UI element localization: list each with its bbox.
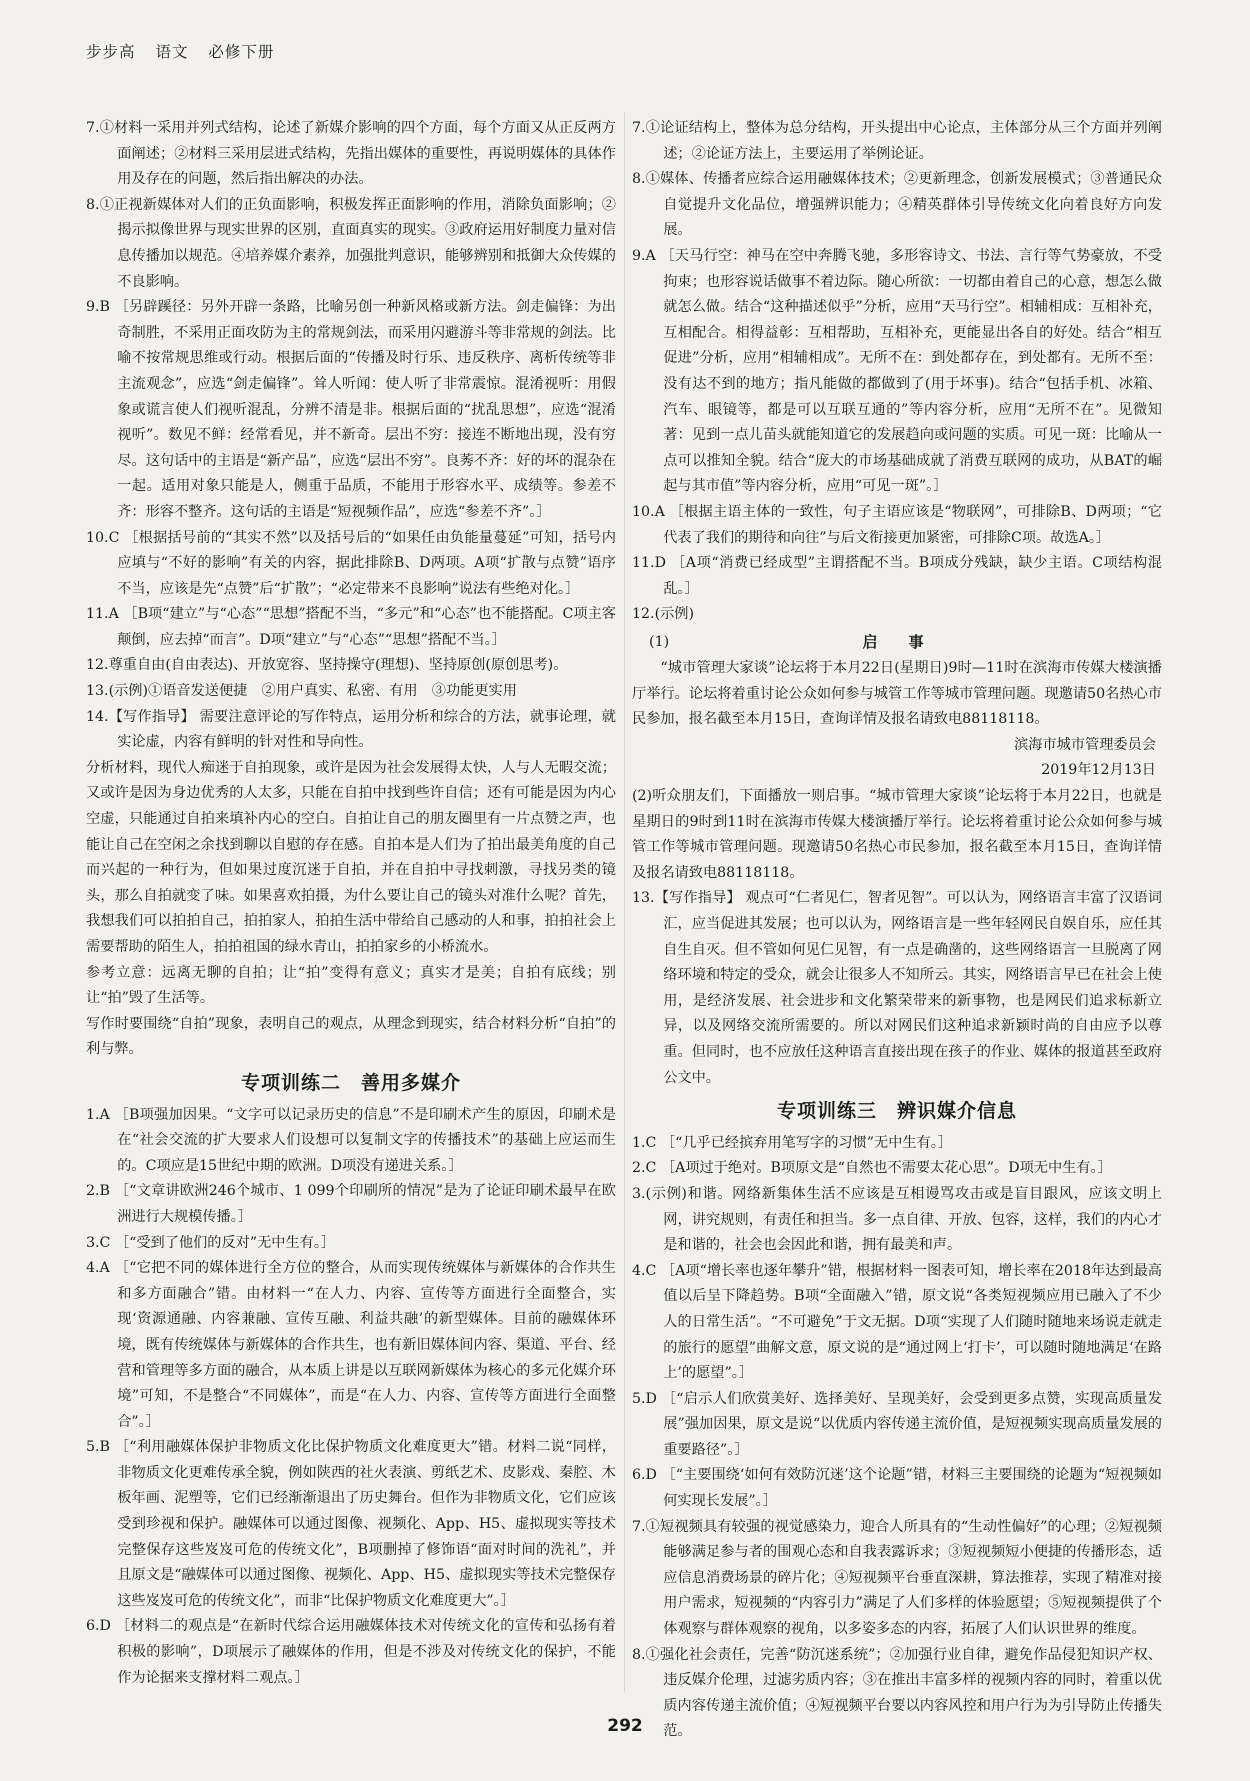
answer-item: 8.①强化社会责任，完善“防沉迷系统”；②加强行业自律，避免作品侵犯知识产权、违反媒介伦理，过滤劣质内容；③在推出丰富多样的视频内容的同时，着重以优质内容传递主流价值；④短视频平台要以内容风控和用户行为为引导防止传播失范。	[632, 1646, 1162, 1740]
column-divider	[624, 112, 625, 1692]
answer-item: 12.尊重自由(自由表达)、开放宽容、坚持操守(理想)、坚持原创(原创思考)。	[86, 657, 568, 674]
answer-item: 5.D ［“启示人们欣赏美好、选择美好、呈现美好，会受到更多点赞，实现高质量发展”强加因果，原文是说“以优质内容传递主流价值，是短视频实现高质量发展的重要路径”。］	[632, 1390, 1162, 1458]
answer-item: 1.C ［“几乎已经摈弃用笔写字的习惯”无中生有。］	[632, 1134, 953, 1151]
notice-body: “城市管理大家谈”论坛将于本月22日(星期日)9时—11时在滨海市传媒大楼演播厅举行。论坛将着重讨论公众如何参与城管工作等城市管理问题。现邀请50名热心市民参加，报名截至本月15日，查询详情及报名请致电88118118。	[632, 660, 1162, 728]
answer-item: (2)听众朋友们，下面播放一则启事。“城市管理大家谈”论坛将于本月22日，也就是星期日的9时到11时在滨海市传媒大楼演播厅举行。论坛将着重讨论公众如何参与城管工作等城市管理问题。现邀请50名热心市民参加，报名截至本月15日，查询详情及报名请致电88118118。	[632, 788, 1162, 881]
notice-block	[632, 630, 1162, 784]
notice-label: (1)	[649, 633, 670, 650]
answer-item: 7.①短视频具有较强的视觉感染力，迎合人所具有的“生动性偏好”的心理；②短视频能够满足参与者的围观心态和自我表露诉求；③短视频短小便捷的传播形态，适应信息消费场景的碎片化；④短视频平台垂直深耕，算法推荐，实现了精准对接用户需求，短视频的“内容引力”满足了人们多样的体验愿望；⑤短视频提供了个体观察与群体观察的视角，以多姿多态的内容，拓展了人们认识世界的维度。	[632, 1518, 1162, 1638]
answer-item: 9.A ［天马行空：神马在空中奔腾飞驰，多形容诗文、书法、言行等气势豪放，不受拘束；也形容说话做事不着边际。随心所欲：一切都由着自己的心意，想怎么做就怎么做。结合“这种描述似乎”分析，应用“天马行空”。相辅相成：互相补充，互相配合。相得益彰：互相帮助，互相补充，更能显出各自的好处。结合“相互促进”分析，应用“相辅相成”。无所不在：到处都存在，到处都有。无所不至：没有达不到的地方；指凡能做的都做到了(用于坏事)。结合“包括手机、冰箱、汽车、眼镜等，都是可以互联互通的”等内容分析，应用“无所不在”。见微知著：见到一点儿苗头就能知道它的发展趋向或问题的实质。可见一斑：比喻从一点可以推知全貌。结合“庞大的市场基础成就了消费互联网的成功，从BAT的崛起与其市值”等内容分析，应用“可见一斑”。］	[632, 247, 1162, 495]
writing-guide-paragraph: 分析材料，现代人痴迷于自拍现象，或许是因为社会发展得太快，人与人无暇交流；又或许是因为身边优秀的人太多，只能在自拍中找到些许自信；还有可能是因为内心空虚，只能通过自拍来填补内心的空白。自拍让自己的朋友圈里有一片点赞之声，也能让自己在空闲之余找到聊以自慰的存在感。自拍本是人们为了拍出最美角度的自己而兴起的一种行为，但如果过度沉迷于自拍，并在自拍中寻找刺激，寻找另类的镜头，那么自拍就变了味。如果喜欢拍摄，为什么要让自己的镜头对准什么呢？首先，我想我们可以拍拍自己，拍拍家人，拍拍生活中带给自己感动的人和事，拍拍社会上需要帮助的陌生人，拍拍祖国的绿水青山，拍拍家乡的小桥流水。	[86, 759, 616, 955]
answer-item: 6.D ［材料二的观点是“在新时代综合运用融媒体技术对传统文化的宣传和弘扬有着积极的影响”，D项展示了融媒体的作用，但是不涉及对传统文化的保护，不能作为论据来支撑材料二观点。］	[86, 1618, 616, 1686]
answer-item: 8.①媒体、传播者应综合运用融媒体技术；②更新理念，创新发展模式；③普通民众自觉提升文化品位，增强辨识能力；④精英群体引导传统文化向着良好方向发展。	[632, 171, 1162, 239]
answer-item: 12.(示例)	[632, 606, 695, 623]
section-title-3: 专项训练三 辨识媒介信息	[776, 1100, 1017, 1123]
notice-org: 滨海市城市管理委员会	[1014, 736, 1156, 753]
section-title-2: 专项训练二 善用多媒介	[240, 1071, 461, 1094]
running-header	[86, 40, 288, 62]
page-number: 292	[607, 1716, 643, 1736]
writing-guide-paragraph: 写作时要围绕“自拍”现象，表明自己的观点，从理念到现实，结合材料分析“自拍”的利与弊。	[86, 1015, 616, 1058]
header-book: 步步高	[86, 43, 136, 61]
answer-item: 3.C ［“受到了他们的反对”无中生有。］	[86, 1234, 336, 1251]
answer-item: 6.D ［“主要围绕‘如何有效防沉迷’这个论题”错，材料三主要围绕的论题为“短视频如何实现长发展”。］	[632, 1467, 1162, 1510]
notice-title: 启 事	[862, 633, 932, 652]
answer-item: 2.C ［A项过于绝对。B项原文是“自然也不需要太花心思”。D项无中生有。］	[632, 1160, 1112, 1177]
answer-item: 4.A ［“它把不同的媒体进行全方位的整合，从而实现传统媒体与新媒体的合作共生和多方面融合”错。由材料一“在人力、内容、宣传等方面进行全面整合，实现‘资源通融、内容兼融、宣传互融、利益共融’的新型媒体。目前的融媒体环境，既有传统媒体与新媒体的合作共生，也有新旧媒体间内容、渠道、平台、经营和管理等多方面的融合，从本质上讲是以互联网新媒体为核心的多元化媒介环境”可知，不是整合“不同媒体”，而是“在人力、内容、宣传等方面进行全面整合”。］	[86, 1260, 616, 1430]
answer-item: 13.(示例)①语音发送便捷 ②用户真实、私密、有用 ③功能更实用	[86, 683, 517, 700]
answer-item: 1.A ［B项强加因果。“文字可以记录历史的信息”不是印刷术产生的原因，印刷术是在“社会交流的扩大要求人们设想可以复制文字的传播技术”的基础上应运而生的。C项应是15世纪中期的欧洲。D项没有递进关系。］	[86, 1106, 616, 1174]
header-subject: 语文	[155, 43, 189, 61]
answer-item: 7.①论证结构上，整体为总分结构，开头提出中心论点，主体部分从三个方面并列阐述；②论证方法上，主要运用了举例论证。	[632, 120, 1162, 162]
writing-guide-paragraph: 参考立意：远离无聊的自拍；让“拍”变得有意义；真实才是美；自拍有底线；别让“拍”毁了生活等。	[86, 964, 616, 1007]
answer-item: 9.B ［另辟蹊径：另外开辟一条路，比喻另创一种新风格或新方法。剑走偏锋：为出奇制胜，不采用正面攻防为主的常规剑法，而采用闪避游斗等非常规的剑法。比喻不按常规思维或行动。根据后面的“传播及时行乐、违反秩序、离析传统等非主流观念”，应选“剑走偏锋”。耸人听闻：使人听了非常震惊。混淆视听：用假象或谎言使人们视听混乱，分辨不清是非。根据后面的“扰乱思想”，应选“混淆视听”。数见不鲜：经常看见，并不新奇。层出不穷：接连不断地出现，没有穷尽。这句话中的主语是“新产品”，应选“层出不穷”。良莠不齐：好的坏的混杂在一起。适用对象只能是人，侧重于品质，不能用于形容水平、成绩等。参差不齐：形容不整齐。这句话的主语是“短视频作品”，应选“参差不齐”。］	[86, 299, 616, 520]
header-volume: 必修下册	[208, 43, 275, 61]
right-column	[632, 116, 1162, 1740]
answer-item: 8.①正视新媒体对人们的正负面影响，积极发挥正面影响的作用，消除负面影响；②揭示拟像世界与现实世界的区别，直面真实的现实。③政府运用好制度力量对信息传播加以规范。④培养媒介素养，加强批判意识，能够辨别和抵御大众传媒的不良影响。	[86, 196, 616, 290]
left-column	[86, 116, 616, 1696]
answer-item: 11.D ［A项“消费已经成型”主谓搭配不当。B项成分残缺，缺少主语。C项结构混乱。］	[632, 555, 1162, 597]
answer-item: 7.①材料一采用并列式结构，论述了新媒介影响的四个方面，每个方面又从正反两方面阐述；②材料三采用层进式结构，先指出媒体的重要性，再说明媒体的具体作用及存在的问题，然后指出解决的办法。	[86, 120, 616, 188]
notice-date: 2019年12月13日	[1041, 762, 1156, 779]
answer-item: 14.【写作指导】 需要注意评论的写作特点，运用分析和综合的方法，就事论理，就实论虚，内容有鲜明的针对性和导向性。	[86, 708, 616, 751]
answer-item: 10.A ［根据主语主体的一致性，句子主语应该是“物联网”，可排除B、D两项；“它代表了我们的期待和向往”与后文衔接更加紧密，可排除C项。故选A。］	[632, 503, 1162, 546]
answer-item: 5.B ［“利用融媒体保护非物质文化比保护物质文化难度更大”错。材料二说“同样，非物质文化更难传承全貌，例如陕西的社火表演、剪纸艺术、皮影戏、秦腔、木板年画、泥塑等，它们已经渐渐退出了历史舞台。但作为非物质文化，它们应该受到珍视和保护。融媒体可以通过图像、视频化、App、H5、虚拟现实等技术完整保存这些岌岌可危的传统文化”，B项删掉了修饰语“面对时间的洗礼”，并且原文是“融媒体可以通过图像、视频化、App、H5、虚拟现实等技术完整保存这些岌岌可危的传统文化”，而非“比保护物质文化难度更大”。］	[86, 1439, 616, 1609]
answer-item: 4.C ［A项“增长率也逐年攀升”错，根据材料一图表可知，增长率在2018年达到最高值以后呈下降趋势。B项“全面融入”错，原文说“各类短视频应用已融入了不少人的日常生活”。“不可避免”于文无据。D项“实现了人们随时随地来场说走就走的旅行的愿望”曲解文意，原文说的是“通过网上‘打卡’，可以随时随地满足‘在路上’的愿望”。］	[632, 1262, 1162, 1382]
answer-item: 2.B ［“文章讲欧洲246个城市、1 099个印刷所的情况”是为了论证印刷术最早在欧洲进行大规模传播。］	[86, 1183, 616, 1225]
answer-item: 10.C ［根据括号前的“其实不然”以及括号后的“如果任由负能量蔓延”可知，括号内应填与“不好的影响”有关的内容，据此排除B、D两项。A项“扩散与点赞”语序不当，应该是先“点赞”后“扩散”；“必定带来不良影响”说法有些绝对化。］	[86, 529, 616, 597]
answer-item: 13.【写作指导】 观点可“仁者见仁，智者见智”。可以认为，网络语言丰富了汉语词汇，应当促进其发展；也可以认为，网络语言是一些年轻网民自娱自乐，应任其自生自灭。但不管如何见仁见智，有一点是确凿的，这些网络语言一旦脱离了网络环境和特定的受众，就会让很多人不知所云。其实，网络语言早已在社会上使用，是经济发展、社会进步和文化繁荣带来的新事物，也是网民们追求标新立异，以及网络交流所需要的。所以对网民们这种追求新颖时尚的自由应予以尊重。但同时，也不应放任这种语言直接出现在孩子的作业、媒体的报道甚至政府公文中。	[632, 890, 1162, 1086]
answer-item: 3.(示例)和谐。网络新集体生活不应该是互相谩骂攻击或是盲目跟风，应该文明上网，讲究规则，有责任和担当。多一点自律、开放、包容，这样，我们的内心才是和谐的，社会也会因此和谐，拥有最美和声。	[632, 1185, 1162, 1254]
answer-item: 11.A ［B项“建立”与“心态”“思想”搭配不当，“多元”和“心态”也不能搭配。C项主客颠倒，应去掉“而言”。D项“建立”与“心态”“思想”搭配不当。］	[86, 606, 616, 648]
